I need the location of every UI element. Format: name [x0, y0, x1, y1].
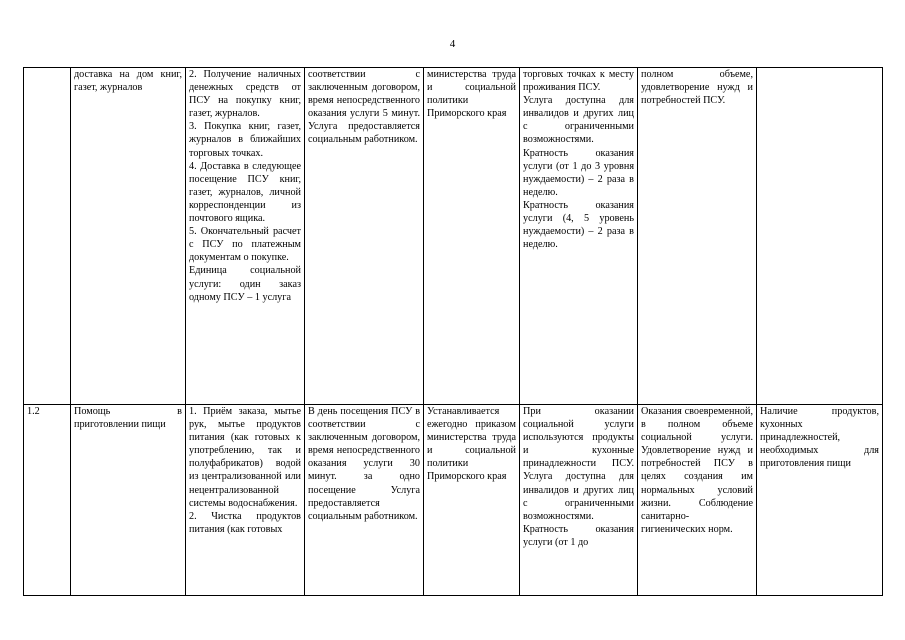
services-table — [23, 67, 883, 596]
table-row — [24, 68, 883, 405]
cell-number — [24, 68, 71, 405]
cell-service-time: В день посещения ПСУ в соответствии с заключенным договором, время непосредственного оказания услуги 30 минут. за одно посещение Услуга предоставляется социальным работником. — [305, 405, 424, 596]
cell-other: Наличие продуктов, кухонных принадлежностей, необходимых для приготовления пищи — [757, 405, 883, 596]
cell-service-name: Помощь в приготовлении пищи — [71, 405, 186, 596]
cell-tariff: министерства труда и социальной политики Приморского края — [424, 68, 520, 405]
cell-quality: полном объеме, удовлетворение нужд и потребностей ПСУ. — [638, 68, 757, 405]
cell-service-name: доставка на дом книг, газет, журналов — [71, 68, 186, 405]
cell-other — [757, 68, 883, 405]
cell-service-time: соответствии с заключенным договором, время непосредственного оказания услуги 5 минут. Услуга предоставляется социальным работником. — [305, 68, 424, 405]
cell-number: 1.2 — [24, 405, 71, 596]
cell-conditions: При оказании социальной услуги используются продукты и кухонные принадлежности ПСУ. Услуга доступна для инвалидов и других лиц с ограниченными возможностями. Кратность оказания услуги (от 1 до — [520, 405, 638, 596]
cell-service-steps: 2. Получение наличных денежных средств от ПСУ на покупку книг, газет, журналов. 3. Покупка книг, газет, журналов в ближайших торговых точках. 4. Доставка в следующее посещение ПСУ книг, газет, журналов, личной корреспонденции из почтового ящика. 5. Окончательный расчет с ПСУ по платежным документам о покупке. Единица социальной услуги: один заказ одному ПСУ – 1 услуга — [186, 68, 305, 405]
cell-quality: Оказания своевременной, в полном объеме социальной услуги. Удовлетворение нужд и потребностей ПСУ в целях создания им нормальных условий жизни. Соблюдение санитарно-гигиенических норм. — [638, 405, 757, 596]
table-row — [24, 405, 883, 596]
cell-tariff: Устанавливается ежегодно приказом министерства труда и социальной политики Приморского края — [424, 405, 520, 596]
cell-conditions: торговых точках к месту проживания ПСУ. Услуга доступна для инвалидов и других лиц с ограниченными возможностями. Кратность оказания услуги (от 1 до 3 уровня нуждаемости) – 2 раза в неделю. Кратность оказания услуги (4, 5 уровень нуждаемости) – 2 раза в неделю. — [520, 68, 638, 405]
cell-service-steps: 1. Приём заказа, мытье рук, мытье продуктов питания (как готовых к употреблению, так и полуфабрикатов) водой из централизованной или нецентрализованной системы водоснабжения. 2. Чистка продуктов питания (как готовых — [186, 405, 305, 596]
page-number: 4 — [449, 38, 456, 50]
